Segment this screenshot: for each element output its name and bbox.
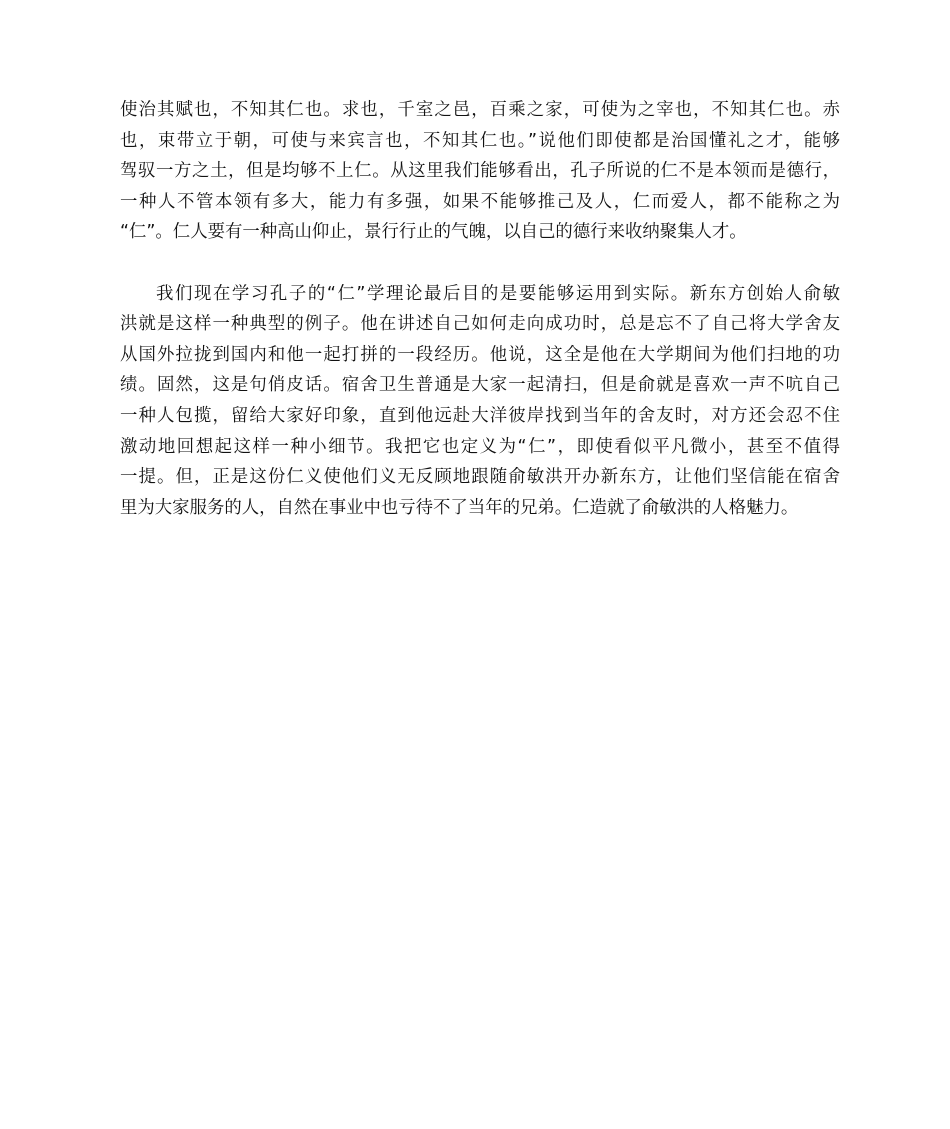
paragraph-1-line-1: 使治其赋也，不知其仁也。求也，千室之邑，百乘之家，可使为之宰也，不知其仁也。赤 bbox=[120, 100, 840, 120]
paragraph-1-line-3: 驾驭一方之土，但是均够不上仁。从这里我们能够看出，孔子所说的仁不是本领而是德行， bbox=[120, 161, 840, 182]
paragraph-2-line-4: 绩。固然，这是句俏皮话。宿舍卫生普通是大家一起清扫，但是俞就是喜欢一声不吭自己 bbox=[120, 375, 840, 396]
paragraph-2-line-5: 一种人包揽，留给大家好印象，直到他远赴大洋彼岸找到当年的舍友时，对方还会忍不住 bbox=[120, 405, 840, 426]
paragraph-2-line-1: 我们现在学习孔子的“仁”学理论最后目的是要能够运用到实际。新东方创始人俞敏 bbox=[156, 283, 840, 304]
paragraph-2-line-2: 洪就是这样一种典型的例子。他在讲述自己如何走向成功时，总是忘不了自己将大学舍友 bbox=[120, 314, 840, 335]
paragraph-1-line-2: 也，束带立于朝，可使与来宾言也，不知其仁也。”说他们即使都是治国懂礼之才，能够 bbox=[120, 130, 840, 151]
paragraph-2-line-7: 一提。但，正是这份仁义使他们义无反顾地跟随俞敏洪开办新东方，让他们坚信能在宿舍 bbox=[120, 467, 840, 488]
paragraph-1-line-5: “仁”。仁人要有一种高山仰止，景行行止的气魄，以自己的德行来收纳聚集人才。 bbox=[120, 222, 747, 243]
paragraph-1-line-4: 一种人不管本领有多大，能力有多强，如果不能够推己及人，仁而爱人，都不能称之为 bbox=[120, 191, 840, 212]
document-body bbox=[120, 95, 840, 523]
paragraph-2-line-6: 激动地回想起这样一种小细节。我把它也定义为“仁”，即使看似平凡微小，甚至不值得 bbox=[120, 436, 840, 457]
paragraph-2-line-3: 从国外拉拢到国内和他一起打拼的一段经历。他说，这全是他在大学期间为他们扫地的功 bbox=[120, 344, 840, 365]
paragraph-gap bbox=[120, 248, 840, 279]
paragraph-2 bbox=[120, 279, 840, 524]
paragraph-2-line-8: 里为大家服务的人，自然在事业中也亏待不了当年的兄弟。仁造就了俞敏洪的人格魅力。 bbox=[120, 497, 799, 518]
paragraph-1 bbox=[120, 95, 840, 248]
